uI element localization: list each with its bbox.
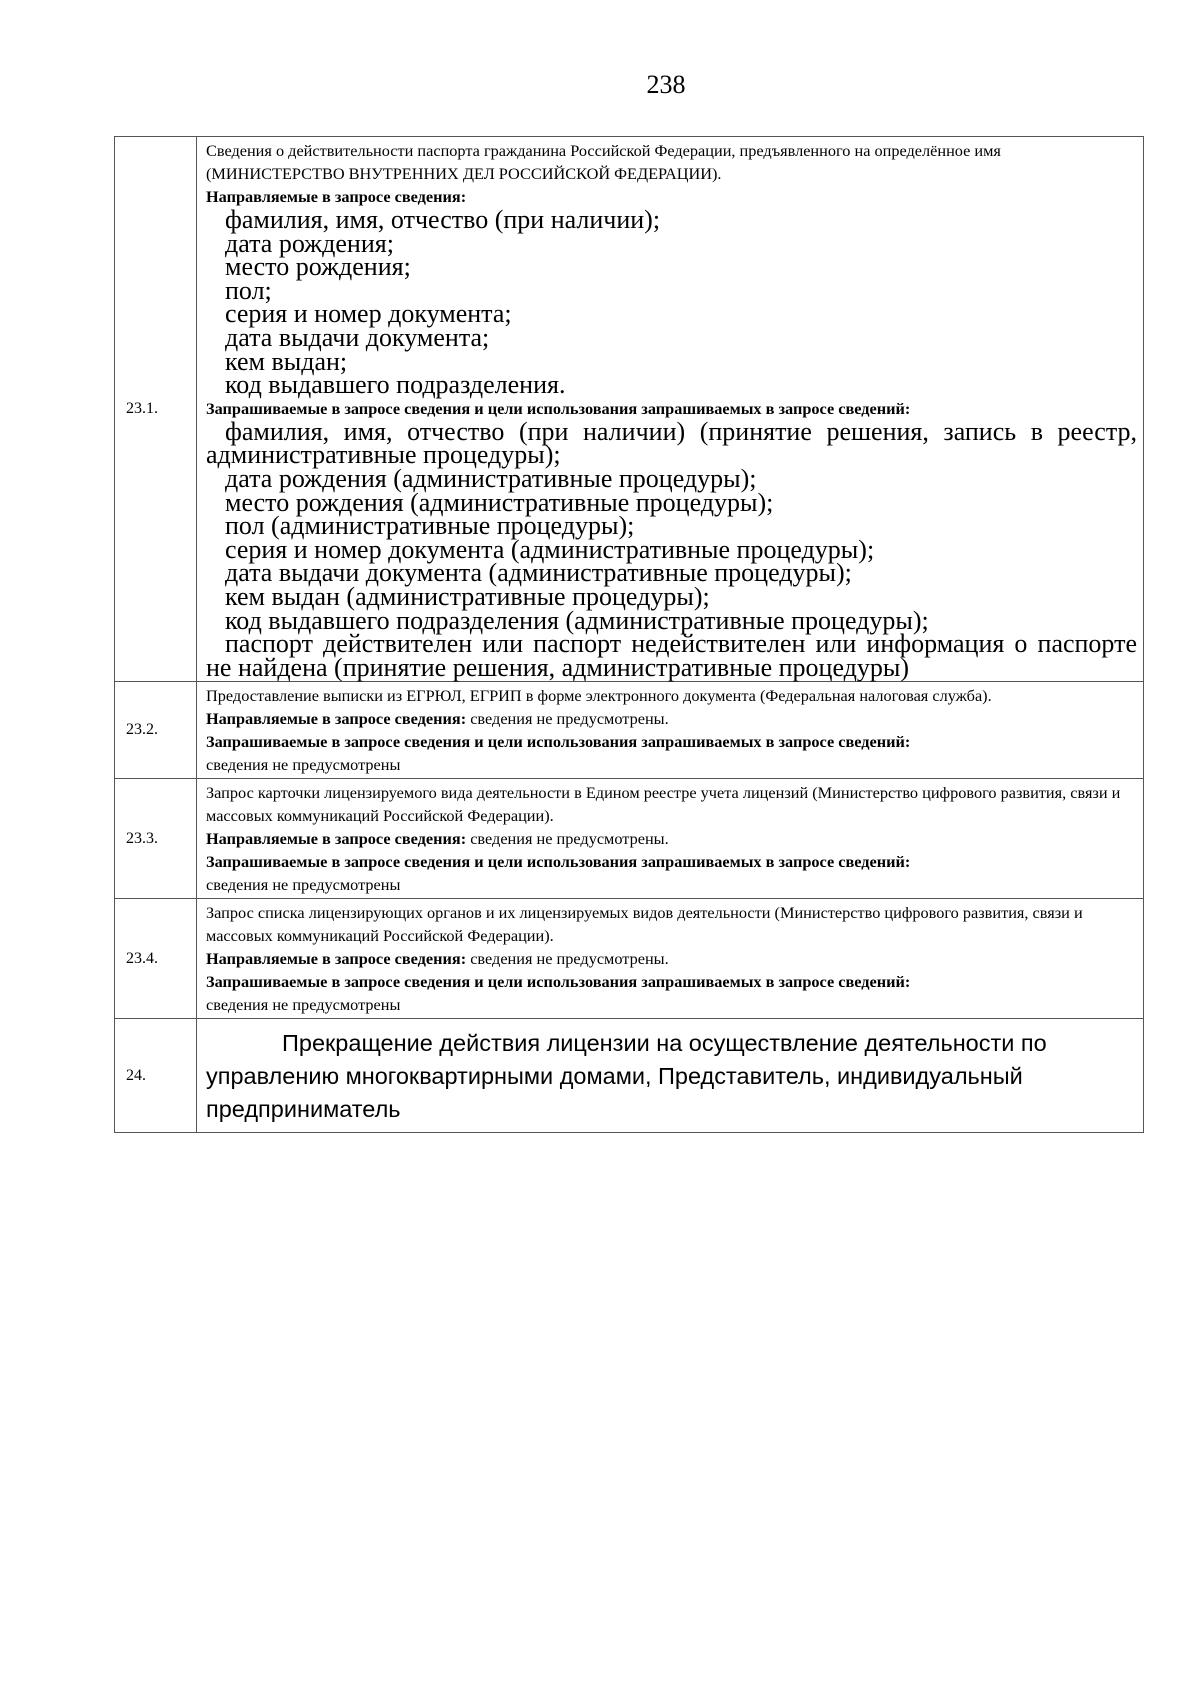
row-intro: Запрос списка лицензирующих органов и их лицензируемых видов деятельности (Министерство цифрового развития, связи и массовых коммуникаций Российской Федерации). <box>206 903 1083 946</box>
requested-heading: Запрашиваемые в запросе сведения и цели использования запрашиваемых в запросе сведений: <box>206 398 911 418</box>
table-row <box>115 1019 1144 1133</box>
sent-item: кем выдан; <box>225 346 348 376</box>
row-content <box>197 899 1144 1019</box>
row-content <box>197 779 1144 899</box>
sent-heading: Направляемые в запросе сведения: <box>206 949 467 969</box>
requested-item: фамилия, имя, отчество (при наличии) (принятие решения, запись в реестр, административные процедуры); <box>206 416 1137 470</box>
services-table <box>114 136 1144 1133</box>
page-number: 238 <box>646 70 686 99</box>
sent-item: серия и номер документа; <box>225 299 512 329</box>
requested-item: код выдавшего подразделения (административные процедуры); <box>225 605 929 635</box>
sent-line <box>206 707 1137 730</box>
requested-heading: Запрашиваемые в запросе сведения и цели использования запрашиваемых в запросе сведений: <box>206 972 911 992</box>
sent-item: дата выдачи документа; <box>225 322 490 352</box>
sent-heading: Направляемые в запросе сведения: <box>206 829 467 849</box>
requested-value: сведения не предусмотрены <box>206 875 401 895</box>
row-content <box>197 682 1144 779</box>
requested-item: пол (административные процедуры); <box>225 511 635 541</box>
row-intro: Сведения о действительности паспорта гражданина Российской Федерации, предъявленного на определённое имя (МИНИСТЕРСТВО ВНУТРЕННИХ ДЕЛ РОССИЙСКОЙ ФЕДЕРАЦИИ). <box>206 141 1001 183</box>
requested-item: место рождения (административные процедуры); <box>225 487 774 517</box>
row-number: 24. <box>115 1019 197 1133</box>
section-heading: Прекращение действия лицензии на осуществление деятельности по управлению многоквартирными домами, Представитель, индивидуальный предприниматель <box>206 1030 1047 1123</box>
requested-heading: Запрашиваемые в запросе сведения и цели использования запрашиваемых в запросе сведений: <box>206 732 911 752</box>
table-row <box>115 682 1144 779</box>
requested-item: паспорт действителен или паспорт недействителен или информация о паспорте не найдена (принятие решения, административные процедуры) <box>206 629 1137 682</box>
table-row <box>115 899 1144 1019</box>
requested-item: дата рождения (административные процедуры); <box>225 463 757 493</box>
row-number: 23.4. <box>115 899 197 1019</box>
sent-heading: Направляемые в запросе сведения: <box>206 187 467 206</box>
table-row <box>115 137 1144 682</box>
sent-value: сведения не предусмотрены. <box>466 949 669 969</box>
row-content <box>197 1019 1144 1133</box>
row-intro: Запрос карточки лицензируемого вида деятельности в Едином реестре учета лицензий (Министерство цифрового развития, связи и массовых коммуникаций Российской Федерации). <box>206 783 1121 826</box>
sent-item: код выдавшего подразделения. <box>225 370 566 400</box>
requested-heading: Запрашиваемые в запросе сведения и цели использования запрашиваемых в запросе сведений: <box>206 852 911 872</box>
row-number: 23.3. <box>115 779 197 899</box>
sent-value: сведения не предусмотрены. <box>466 829 669 849</box>
sent-line <box>206 947 1137 970</box>
sent-value: сведения не предусмотрены. <box>466 709 669 729</box>
row-number: 23.1. <box>115 137 197 682</box>
sent-item: пол; <box>225 275 272 305</box>
requested-value: сведения не предусмотрены <box>206 995 401 1015</box>
requested-item: дата выдачи документа (административные процедуры); <box>225 558 852 588</box>
row-number: 23.2. <box>115 682 197 779</box>
requested-item: серия и номер документа (административные процедуры); <box>225 534 875 564</box>
requested-value: сведения не предусмотрены <box>206 755 401 775</box>
row-intro: Предоставление выписки из ЕГРЮЛ, ЕГРИП в форме электронного документа (Федеральная налоговая служба). <box>206 686 992 706</box>
table-row <box>115 779 1144 899</box>
requested-item: кем выдан (административные процедуры); <box>225 581 710 611</box>
row-content <box>197 137 1144 682</box>
sent-item: место рождения; <box>225 252 411 282</box>
sent-heading: Направляемые в запросе сведения: <box>206 709 467 729</box>
sent-item: дата рождения; <box>225 228 394 258</box>
sent-line <box>206 827 1137 850</box>
sent-item: фамилия, имя, отчество (при наличии); <box>225 205 661 234</box>
